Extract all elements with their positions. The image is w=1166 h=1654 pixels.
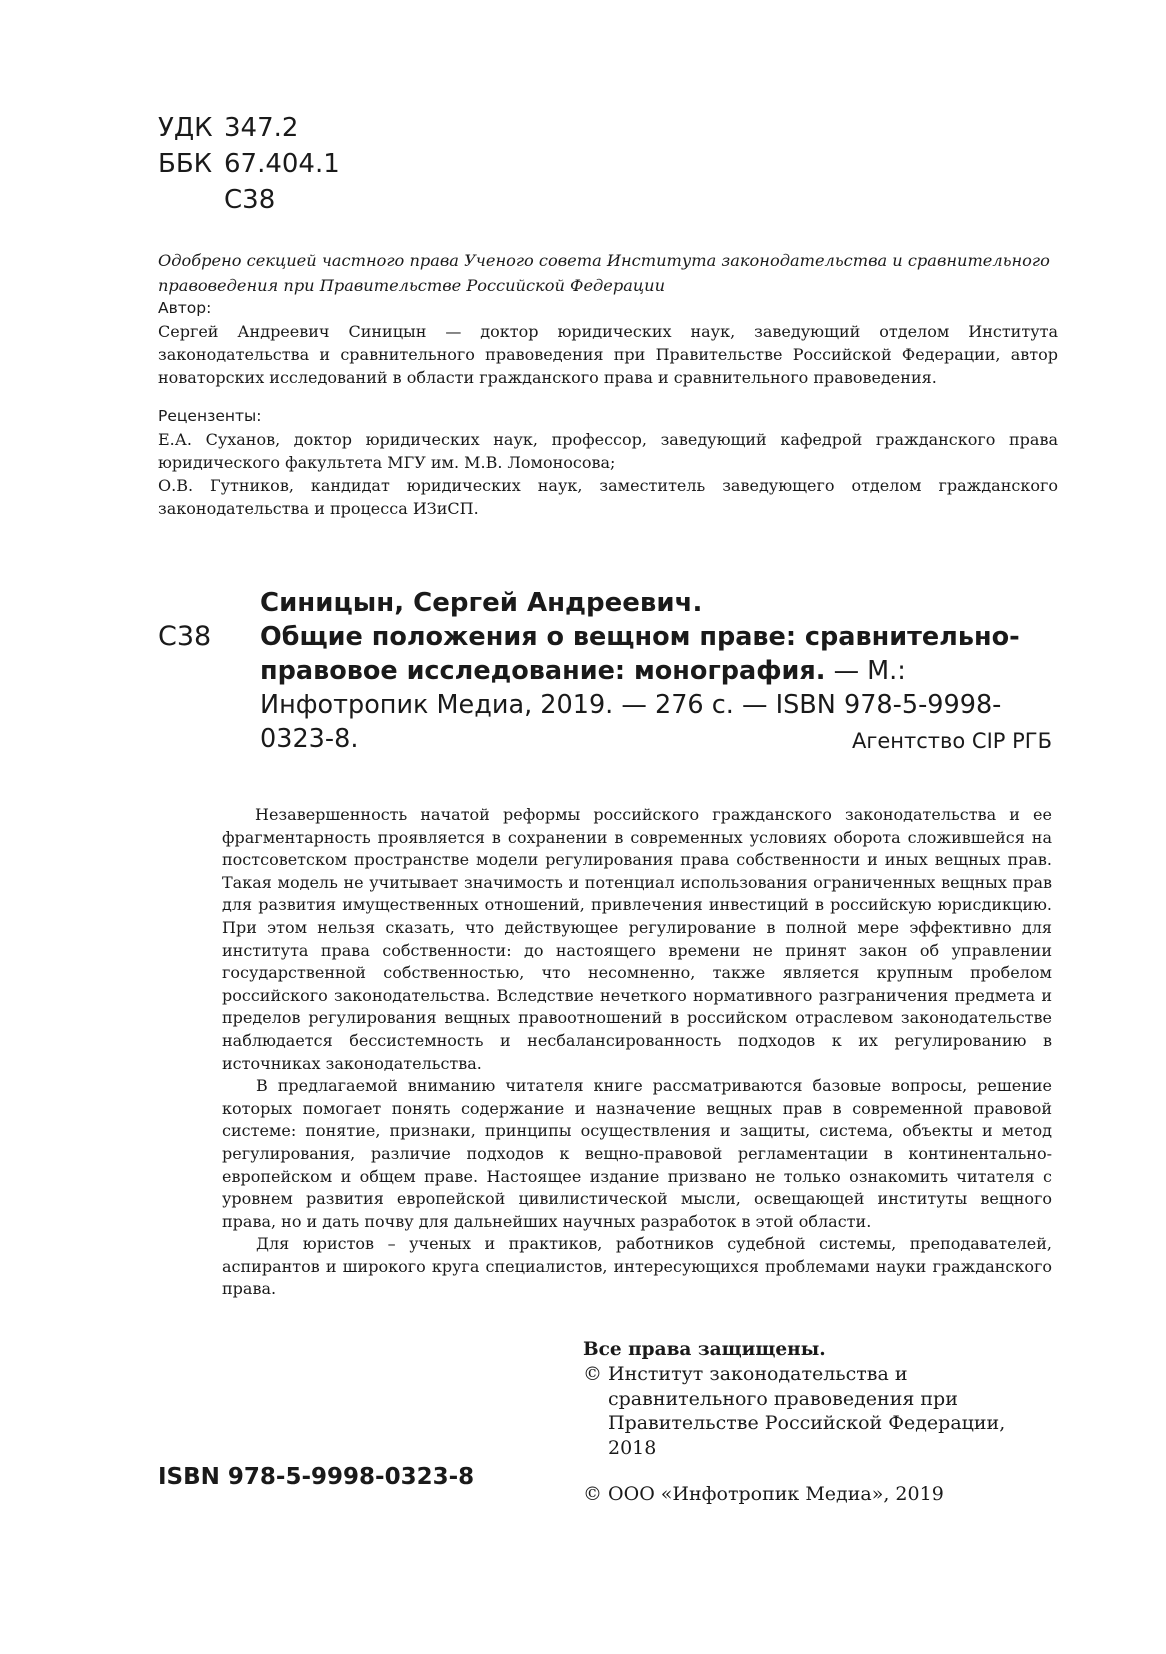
bbk-value: 67.404.1 (224, 149, 340, 179)
catalog-index: С38 (158, 621, 212, 652)
rights-block (583, 1362, 1053, 1507)
udk-value: 347.2 (224, 113, 299, 143)
catalog-author: Синицын, Сергей Андреевич. (260, 588, 703, 618)
reviewers-label: Рецензенты: (158, 407, 262, 425)
catalog-imprint: — М.: Инфотропик Медиа, 2019. — 276 с. — ISBN 978-5-9998-0323-8. (260, 656, 1002, 754)
catalog-agency: Агентство CIP РГБ (851, 729, 1052, 753)
catalog-title-bold: Общие положения о вещном праве: сравнительно-правовое исследование: монография. (260, 622, 1020, 686)
author-label: Автор: (158, 299, 212, 317)
author-description: Сергей Андреевич Синицын — доктор юридических наук, заведующий отделом Института законодательства и сравнительного правоведения при Правительстве Российской Федерации, автор новаторских исследований в области гражданского права и сравнительного правоведения. (158, 322, 1058, 387)
reviewer-item: О.В. Гутников, кандидат юридических наук, заместитель заведующего отделом гражданского законодательства и процесса ИЗиСП. (158, 476, 1058, 518)
rights-title: Все права защищены. (583, 1339, 826, 1360)
bbk-row (158, 149, 340, 179)
isbn: ISBN 978-5-9998-0323-8 (158, 1464, 475, 1490)
copyright-publisher: © ООО «Инфотропик Медиа», 2019 (583, 1483, 944, 1506)
approval-note: Одобрено секцией частного права Ученого совета Института законодательства и сравнительного правоведения при Правительстве Российской Федерации (158, 251, 1050, 295)
annotation-paragraph: Незавершенность начатой реформы российского гражданского законодательства и ее фрагментарность проявляется в сохранении в современных условиях оборота сложившейся на постсоветском пространстве модели регулирования права собственности и иных вещных прав. Такая модель не учитывает значимость и потенциал использования ограниченных вещных прав для развития имущественных отношений, привлечения инвестиций в российскую юрисдикцию. При этом нельзя сказать, что действующее регулирование в полной мере эффективно для института права собственности: до настоящего времени не принят закон об управлении государственной собственностью, что несомненно, также является крупным пробелом российского законодательства. Вследствие нечеткого нормативного разграничения предмета и пределов регулирования вещных правоотношений в российском отраслевом законодательстве наблюдается бессистемность и несбалансированность подходов к их регулированию в источниках законодательства. (222, 805, 1052, 1073)
udk-label: УДК (158, 113, 213, 143)
bbk-label: ББК (158, 149, 213, 179)
annotation (222, 804, 1052, 1301)
author-mark: С38 (224, 185, 276, 215)
reviewer-item: Е.А. Суханов, доктор юридических наук, профессор, заведующий кафедрой гражданского права юридического факультета МГУ им. М.В. Ломоносова; (158, 430, 1058, 472)
annotation-paragraph: Для юристов – ученых и практиков, работников судебной системы, преподавателей, аспирантов и широкого круга специалистов, интересующихся проблемами науки гражданского права. (222, 1234, 1052, 1299)
author-mark-row (158, 185, 275, 215)
copyright-institute: © Институт законодательства и сравнительного правоведения при Правительстве Российской Федерации, 2018 (583, 1363, 1006, 1459)
annotation-paragraph: В предлагаемой вниманию читателя книге рассматриваются базовые вопросы, решение которых помогает понять содержание и назначение вещных прав в современной правовой системе: понятие, признаки, принципы осуществления и защиты, система, объекты и метод регулирования, различие подходов к вещно-правовой регламентации в континентально-европейском и общем праве. Настоящее издание призвано не только ознакомить читателя с уровнем развития европейской цивилистической мысли, освещающей институты вещного права, но и дать почву для дальнейших научных разработок в этой области. (222, 1076, 1052, 1231)
udk-row (158, 113, 298, 143)
